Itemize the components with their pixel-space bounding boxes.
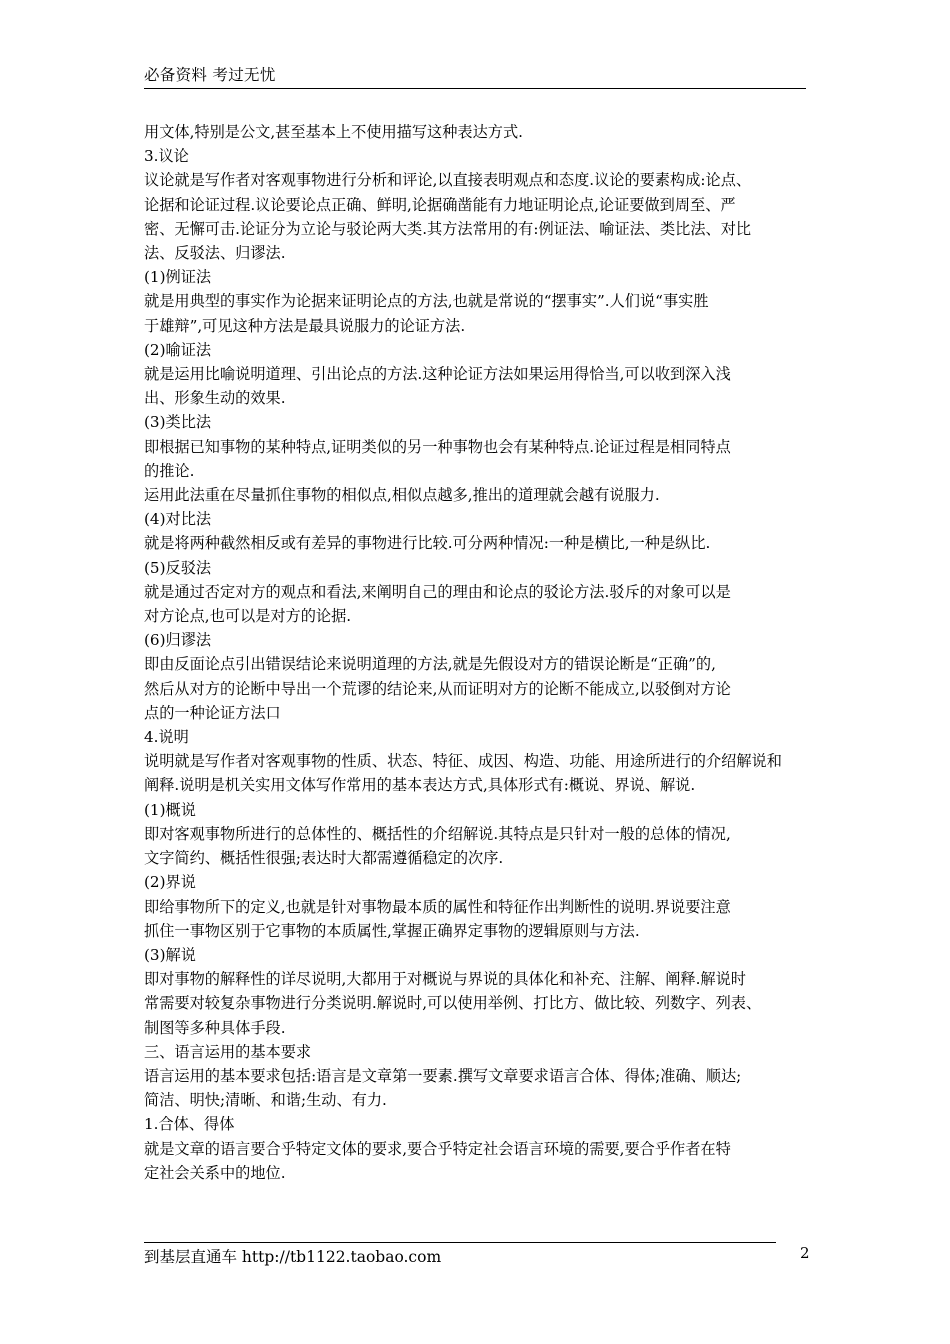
subsection-heading: (2)喻证法 (144, 340, 212, 359)
section-heading: 3.议论 (144, 147, 189, 166)
section-heading: 1.合体、得体 (144, 1115, 235, 1134)
paragraph-line: 议论就是写作者对客观事物进行分析和评论,以直接表明观点和态度.议论的要素构成:论点、 (144, 171, 752, 190)
page-footer (144, 1242, 776, 1266)
paragraph-line: 语言运用的基本要求包括:语言是文章第一要素.撰写文章要求语言合体、得体;准确、顺达; (144, 1066, 742, 1085)
paragraph-line: 法、反驳法、归谬法. (144, 244, 286, 263)
paragraph-line: 即对客观事物所进行的总体性的、概括性的介绍解说.其特点是只针对一般的总体的情况, (144, 824, 731, 843)
paragraph-line: 阐释.说明是机关实用文体写作常用的基本表达方式,具体形式有:概说、界说、解说. (144, 776, 696, 795)
footer-text: 到基层直通车 http://tb1122.taobao.com (144, 1248, 442, 1266)
paragraph-line: 抓住一事物区别于它事物的本质属性,掌握正确界定事物的逻辑原则与方法. (144, 921, 640, 940)
paragraph-line: 制图等多种具体手段. (144, 1018, 286, 1037)
paragraph-line: 的推论. (144, 461, 195, 480)
page-number: 2 (800, 1244, 810, 1262)
subsection-heading: (2)界说 (144, 873, 196, 892)
paragraph-line: 就是用典型的事实作为论据来证明论点的方法,也就是常说的“摆事实”.人们说“事实胜 (144, 292, 709, 311)
paragraph-line: 即由反面论点引出错误结论来说明道理的方法,就是先假设对方的错误论断是“正确”的, (144, 655, 716, 674)
paragraph-line: 就是将两种截然相反或有差异的事物进行比较.可分两种情况:一种是横比,一种是纵比. (144, 534, 711, 553)
paragraph-line: 密、无懈可击.论证分为立论与驳论两大类.其方法常用的有:例证法、喻证法、类比法、对比 (144, 219, 752, 238)
paragraph-line: 用文体,特别是公文,甚至基本上不使用描写这种表达方式. (144, 123, 523, 141)
document-body (144, 120, 812, 1185)
subsection-heading: (3)解说 (144, 945, 196, 964)
paragraph-line: 点的一种论证方法口 (144, 703, 281, 722)
subsection-heading: (1)例证法 (144, 268, 212, 287)
subsection-heading: (3)类比法 (144, 413, 212, 432)
paragraph-line: 常需要对较复杂事物进行分类说明.解说时,可以使用举例、打比方、做比较、列数字、列表、 (144, 994, 762, 1013)
paragraph-line: 即根据已知事物的某种特点,证明类似的另一种事物也会有某种特点.论证过程是相同特点 (144, 437, 731, 456)
paragraph-line: 说明就是写作者对客观事物的性质、状态、特征、成因、构造、功能、用途所进行的介绍解说和 (144, 752, 782, 771)
paragraph-line: 出、形象生动的效果. (144, 389, 286, 408)
paragraph-line: 即对事物的解释性的详尽说明,大都用于对概说与界说的具体化和补充、注解、阐释.解说时 (144, 970, 746, 989)
paragraph-line: 然后从对方的论断中导出一个荒谬的结论来,从而证明对方的论断不能成立,以驳倒对方论 (144, 679, 731, 698)
subsection-heading: (5)反驳法 (144, 558, 212, 577)
page-header (144, 64, 806, 89)
paragraph-line: 即给事物所下的定义,也就是针对事物最本质的属性和特征作出判断性的说明.界说要注意 (144, 897, 731, 916)
header-text: 必备资料 考过无忧 (144, 66, 276, 84)
paragraph-line: 就是文章的语言要合乎特定文体的要求,要合乎特定社会语言环境的需要,要合乎作者在特 (144, 1139, 731, 1158)
paragraph-line: 论据和论证过程.议论要论点正确、鲜明,论据确凿能有力地证明论点,论证要做到周至、严 (144, 195, 736, 214)
chapter-heading: 三、语言运用的基本要求 (144, 1042, 312, 1061)
paragraph-line: 定社会关系中的地位. (144, 1163, 286, 1182)
paragraph-line: 对方论点,也可以是对方的论据. (144, 607, 352, 626)
paragraph-line: 就是通过否定对方的观点和看法,来阐明自己的理由和论点的驳论方法.驳斥的对象可以是 (144, 582, 731, 601)
section-heading: 4.说明 (144, 728, 189, 747)
subsection-heading: (4)对比法 (144, 510, 212, 529)
paragraph-line: 于雄辩”,可见这种方法是最具说服力的论证方法. (144, 316, 466, 335)
paragraph-line: 就是运用比喻说明道理、引出论点的方法.这种论证方法如果运用得恰当,可以收到深入浅 (144, 365, 731, 384)
subsection-heading: (6)归谬法 (144, 631, 212, 650)
paragraph-line: 简洁、明快;清晰、和谐;生动、有力. (144, 1091, 387, 1110)
paragraph-line: 运用此法重在尽量抓住事物的相似点,相似点越多,推出的道理就会越有说服力. (144, 486, 660, 505)
paragraph-line: 文字简约、概括性很强;表达时大都需遵循稳定的次序. (144, 849, 504, 868)
subsection-heading: (1)概说 (144, 800, 196, 819)
